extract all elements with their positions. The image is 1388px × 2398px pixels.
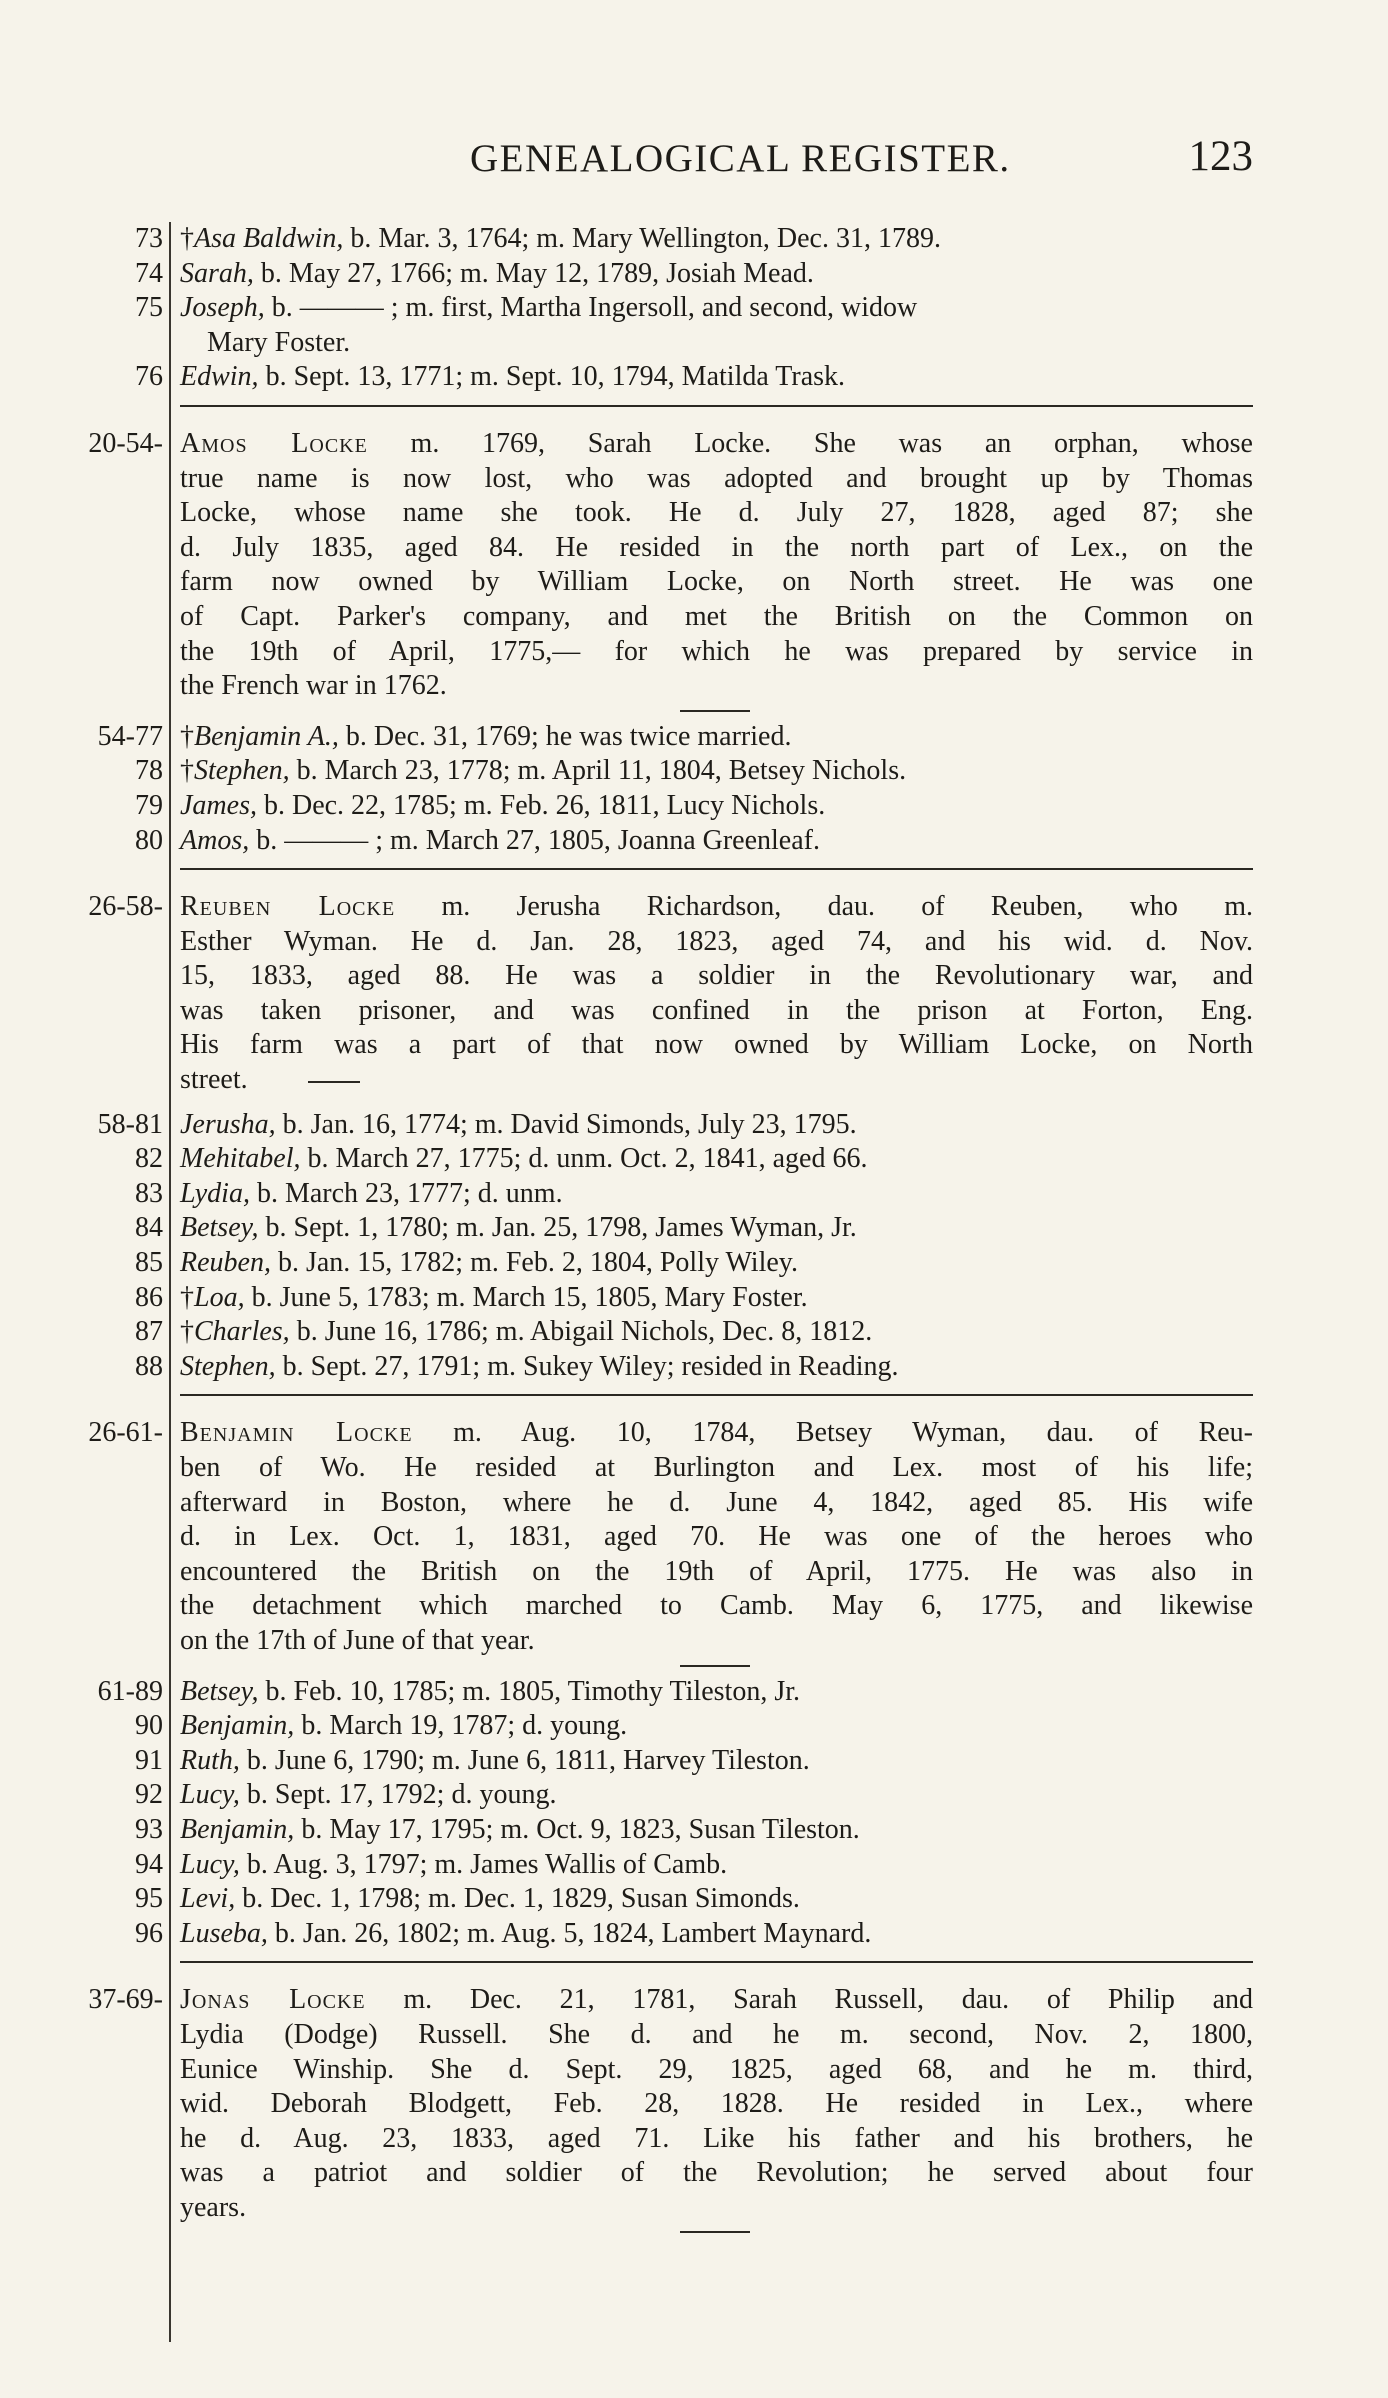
paragraph-line: [0, 2087, 1388, 2122]
paragraph-line: [0, 1520, 1388, 1555]
child-details: b. June 6, 1790; m. June 6, 1811, Harvey Tileston.: [239, 1744, 810, 1776]
entry-number: 85: [135, 1247, 163, 1279]
paragraph-text: [180, 1063, 1253, 1098]
entry-text: [180, 1709, 627, 1744]
paragraph-line: [0, 427, 1388, 462]
paragraph-line: [0, 1555, 1388, 1590]
text-line: true name is now lost, who was adopted and brought up by Thomas: [180, 462, 1253, 494]
entry-number: 78: [135, 755, 163, 787]
entry-text: [180, 1211, 857, 1246]
paragraph-text: [180, 565, 1253, 600]
head-of-family: Benjamin Locke: [180, 1417, 413, 1449]
child-name: Amos,: [180, 824, 250, 856]
entry-text: [207, 326, 350, 361]
child-details: b. Dec. 1, 1798; m. Dec. 1, 1829, Susan Simonds.: [235, 1883, 800, 1915]
paragraph-line: [0, 994, 1388, 1029]
child-details: b. Jan. 15, 1782; m. Feb. 2, 1804, Polly Wiley.: [270, 1247, 798, 1279]
paragraph-text: [180, 1624, 1253, 1659]
entry-text: [180, 754, 906, 789]
child-details: b. Sept. 13, 1771; m. Sept. 10, 1794, Matilda Trask.: [258, 361, 846, 393]
entry-number: 73: [135, 223, 163, 254]
child-name: Benjamin A.,: [194, 720, 339, 752]
child-name: Sarah,: [180, 257, 254, 289]
short-divider: [0, 2225, 1388, 2241]
family-ref: 26-58-: [88, 891, 163, 923]
text-line: Lydia (Dodge) Russell. She d. and he m. second, Nov. 2, 1800,: [180, 2018, 1253, 2050]
paragraph-text: [180, 925, 1253, 960]
entry-text: [180, 1675, 800, 1710]
entry-text: [180, 1177, 563, 1212]
paragraph-line: [0, 565, 1388, 600]
paragraph-text: [180, 669, 1253, 704]
section-divider: [0, 1951, 1388, 1973]
paragraph-line: [0, 496, 1388, 531]
child-entry: [0, 222, 1388, 257]
paragraph-text: [180, 635, 1253, 670]
paragraph-line: [0, 1063, 1388, 1098]
child-name: Luseba,: [180, 1917, 268, 1949]
paragraph-line: [0, 925, 1388, 960]
paragraph-line: [0, 1486, 1388, 1521]
dagger-mark: †: [180, 755, 194, 787]
child-name: Benjamin,: [180, 1710, 295, 1742]
paragraph-line: [0, 1028, 1388, 1063]
child-entry: [0, 1709, 1388, 1744]
entry-number: 74: [135, 257, 163, 289]
entry-text: [180, 1246, 798, 1281]
entry-text: [180, 824, 820, 859]
child-details: b. Aug. 3, 1797; m. James Wallis of Camb.: [239, 1848, 728, 1880]
child-details: b. ——— ; m. March 27, 1805, Joanna Greenleaf.: [249, 824, 820, 856]
entry-number: 79: [135, 789, 163, 821]
child-entry: [0, 1142, 1388, 1177]
text-line: d. July 1835, aged 84. He resided in the north part of Lex., on the: [180, 531, 1253, 563]
paragraph-text: [180, 2087, 1253, 2122]
paragraph-line: [0, 669, 1388, 704]
entry-text: [180, 291, 917, 326]
entry-text: [180, 360, 845, 395]
child-details: b. March 27, 1775; d. unm. Oct. 2, 1841, aged 66.: [300, 1143, 868, 1175]
paragraph-text: [180, 1589, 1253, 1624]
child-name: Asa Baldwin,: [194, 223, 344, 254]
short-divider: [0, 1659, 1388, 1675]
child-entry: [0, 326, 1388, 361]
child-name: Edwin,: [180, 361, 259, 393]
entry-number: 58-81: [97, 1108, 163, 1140]
entry-number: 92: [135, 1779, 163, 1811]
text-line: was a patriot and soldier of the Revolution; he served about four: [180, 2157, 1253, 2189]
paragraph-text: [180, 1028, 1253, 1063]
paragraph-line: [0, 1983, 1388, 2018]
child-details: b. ——— ; m. first, Martha Ingersoll, and second, widow: [264, 292, 918, 324]
paragraph-text: [180, 1416, 1253, 1451]
child-entry: [0, 1917, 1388, 1952]
paragraph-line: [0, 890, 1388, 925]
paragraph-line: [0, 2191, 1388, 2226]
entry-number: 76: [135, 361, 163, 393]
entry-number: 94: [135, 1848, 163, 1880]
child-entry: [0, 789, 1388, 824]
child-entry: [0, 1246, 1388, 1281]
child-details: b. Mar. 3, 1764; m. Mary Wellington, Dec. 31, 1789.: [343, 223, 941, 254]
paragraph-text: [180, 496, 1253, 531]
entry-text: [180, 1778, 556, 1813]
text-line: Locke, whose name she took. He d. July 27, 1828, aged 87; she: [180, 497, 1253, 529]
child-entry: [0, 1882, 1388, 1917]
paragraph-text: [180, 2018, 1253, 2053]
entry-text: [180, 1350, 899, 1385]
paragraph-text: [180, 531, 1253, 566]
child-details: b. March 23, 1777; d. unm.: [249, 1177, 563, 1209]
text-line: the French war in 1762.: [180, 670, 447, 702]
child-name: Betsey,: [180, 1212, 259, 1244]
child-details: b. Sept. 1, 1780; m. Jan. 25, 1798, James Wyman, Jr.: [258, 1212, 857, 1244]
child-details: b. Dec. 31, 1769; he was twice married.: [338, 720, 792, 752]
child-entry: [0, 1350, 1388, 1385]
text-line: on the 17th of June of that year.: [180, 1624, 535, 1656]
dagger-mark: †: [180, 223, 194, 254]
child-entry: [0, 257, 1388, 292]
text-line: d. in Lex. Oct. 1, 1831, aged 70. He was one of the heroes who: [180, 1521, 1253, 1553]
entry-text: [180, 789, 825, 824]
dagger-mark: †: [180, 720, 194, 752]
child-name: Stephen,: [194, 755, 290, 787]
entry-number: 93: [135, 1813, 163, 1845]
paragraph-text: [180, 1451, 1253, 1486]
spacer: [0, 1973, 1388, 1983]
paragraph-line: [0, 531, 1388, 566]
text-line: m. Dec. 21, 1781, Sarah Russell, dau. of Philip and: [365, 1984, 1253, 2016]
paragraph-line: [0, 635, 1388, 670]
entry-number: 75: [135, 292, 163, 324]
child-name: Mehitabel,: [180, 1143, 301, 1175]
spacer: [0, 880, 1388, 890]
child-entry: [0, 1108, 1388, 1143]
entry-number: 88: [135, 1350, 163, 1382]
child-entry: [0, 360, 1388, 395]
section-divider: [0, 858, 1388, 880]
child-details: b. Sept. 17, 1792; d. young.: [239, 1779, 557, 1811]
entry-number: 83: [135, 1177, 163, 1209]
child-name: Jerusha,: [180, 1108, 276, 1140]
entry-number: 82: [135, 1143, 163, 1175]
child-entry: [0, 291, 1388, 326]
entry-text: [180, 720, 791, 755]
paragraph-line: [0, 959, 1388, 994]
entry-text: [180, 1315, 872, 1350]
child-entry: [0, 720, 1388, 755]
child-name: Lydia,: [180, 1177, 250, 1209]
child-name: Ruth,: [180, 1744, 240, 1776]
child-name: Benjamin,: [180, 1813, 295, 1845]
paragraph-line: [0, 1624, 1388, 1659]
text-line: Esther Wyman. He d. Jan. 28, 1823, aged 74, and his wid. d. Nov.: [180, 925, 1253, 957]
entry-number: 87: [135, 1316, 163, 1348]
text-line: encountered the British on the 19th of April, 1775. He was also in: [180, 1555, 1253, 1587]
child-details: b. Jan. 16, 1774; m. David Simonds, July 23, 1795.: [275, 1108, 857, 1140]
paragraph-text: [180, 462, 1253, 497]
child-entry: [0, 1675, 1388, 1710]
child-name: Reuben,: [180, 1247, 271, 1279]
child-entry: [0, 1778, 1388, 1813]
child-details: Mary Foster.: [207, 326, 351, 358]
spacer: [0, 1406, 1388, 1416]
paragraph-text: [180, 600, 1253, 635]
entry-number: 90: [135, 1710, 163, 1742]
entry-text: [180, 1744, 810, 1779]
section-divider: [0, 395, 1388, 417]
child-entry: [0, 1281, 1388, 1316]
child-name: Joseph,: [180, 292, 265, 324]
entry-text: [180, 222, 941, 257]
child-details: b. June 5, 1783; m. March 15, 1805, Mary Foster.: [244, 1281, 808, 1313]
paragraph-text: [180, 2122, 1253, 2157]
text-line: wid. Deborah Blodgett, Feb. 28, 1828. He resided in Lex., where: [180, 2088, 1253, 2120]
entry-text: [180, 1848, 727, 1883]
entry-text: [180, 257, 814, 292]
paragraph-text: [180, 890, 1253, 925]
entry-number: 86: [135, 1281, 163, 1313]
child-name: Loa,: [194, 1281, 245, 1313]
paragraph-text: [180, 1520, 1253, 1555]
text-line: His farm was a part of that now owned by William Locke, on North: [180, 1029, 1253, 1061]
child-details: b. Dec. 22, 1785; m. Feb. 26, 1811, Lucy Nichols.: [256, 789, 826, 821]
child-details: b. March 23, 1778; m. April 11, 1804, Betsey Nichols.: [289, 755, 907, 787]
entry-text: [180, 1281, 808, 1316]
entry-text: [180, 1142, 867, 1177]
entry-number: 61-89: [97, 1675, 163, 1707]
text-line: afterward in Boston, where he d. June 4, 1842, aged 85. His wife: [180, 1486, 1253, 1518]
text-line: farm now owned by William Locke, on North street. He was one: [180, 566, 1253, 598]
paragraph-text: [180, 1983, 1253, 2018]
child-entry: [0, 824, 1388, 859]
child-details: b. Jan. 26, 1802; m. Aug. 5, 1824, Lambert Maynard.: [267, 1917, 872, 1949]
paragraph-line: [0, 2122, 1388, 2157]
spacer: [0, 417, 1388, 427]
child-entry: [0, 1177, 1388, 1212]
entry-number: 91: [135, 1744, 163, 1776]
paragraph-line: [0, 462, 1388, 497]
entry-number: 80: [135, 824, 163, 856]
entry-number: 95: [135, 1883, 163, 1915]
head-of-family: Jonas Locke: [180, 1984, 366, 2016]
text-line: m. 1769, Sarah Locke. She was an orphan, whose: [367, 427, 1253, 459]
child-entry: [0, 754, 1388, 789]
entry-text: [180, 1917, 871, 1952]
child-name: Betsey,: [180, 1675, 259, 1707]
head-of-family: Amos Locke: [180, 427, 368, 459]
child-entry: [0, 1813, 1388, 1848]
paragraph-text: [180, 994, 1253, 1029]
paragraph-line: [0, 2018, 1388, 2053]
paragraph-line: [0, 600, 1388, 635]
text-line: he d. Aug. 23, 1833, aged 71. Like his father and his brothers, he: [180, 2122, 1253, 2154]
family-ref: 20-54-: [88, 427, 163, 459]
entry-text: [180, 1882, 800, 1917]
paragraph-text: [180, 959, 1253, 994]
text-line: was taken prisoner, and was confined in the prison at Forton, Eng.: [180, 994, 1253, 1026]
register-content: [0, 222, 1388, 2241]
page-header: [0, 133, 1388, 186]
child-details: b. June 16, 1786; m. Abigail Nichols, Dec. 8, 1812.: [289, 1316, 873, 1348]
section-divider: [0, 1384, 1388, 1406]
dagger-mark: †: [180, 1281, 194, 1313]
running-head: GENEALOGICAL REGISTER.: [470, 137, 1011, 180]
text-line: m. Aug. 10, 1784, Betsey Wyman, dau. of Reu-: [412, 1417, 1253, 1449]
entry-number: 96: [135, 1917, 163, 1949]
text-line: years.: [180, 2191, 247, 2223]
child-details: b. March 19, 1787; d. young.: [294, 1710, 628, 1742]
child-name: Stephen,: [180, 1350, 276, 1382]
family-ref: 37-69-: [88, 1984, 163, 2016]
short-rule: [308, 1081, 360, 1083]
child-entry: [0, 1315, 1388, 1350]
dagger-mark: †: [180, 1316, 194, 1348]
text-line: 15, 1833, aged 88. He was a soldier in the Revolutionary war, and: [180, 960, 1253, 992]
paragraph-line: [0, 2053, 1388, 2088]
text-line: street.: [180, 1064, 248, 1096]
entry-text: [180, 1108, 857, 1143]
paragraph-text: [180, 2191, 1253, 2226]
page-number: 123: [1188, 133, 1253, 180]
entry-text: [180, 1813, 860, 1848]
paragraph-line: [0, 2156, 1388, 2191]
paragraph-text: [180, 1555, 1253, 1590]
short-divider: [0, 704, 1388, 720]
paragraph-line: [0, 1589, 1388, 1624]
child-entry: [0, 1211, 1388, 1246]
paragraph-line: [0, 1451, 1388, 1486]
text-line: of Capt. Parker's company, and met the British on the Common on: [180, 600, 1253, 632]
head-of-family: Reuben Locke: [180, 891, 396, 923]
spacer: [0, 1098, 1388, 1108]
paragraph-text: [180, 1486, 1253, 1521]
child-details: b. May 27, 1766; m. May 12, 1789, Josiah Mead.: [253, 257, 814, 289]
text-line: the detachment which marched to Camb. May 6, 1775, and likewise: [180, 1590, 1253, 1622]
text-line: the 19th of April, 1775,— for which he was prepared by service in: [180, 635, 1253, 667]
text-line: Eunice Winship. She d. Sept. 29, 1825, aged 68, and he m. third,: [180, 2053, 1253, 2085]
child-details: b. May 17, 1795; m. Oct. 9, 1823, Susan Tileston.: [294, 1813, 860, 1845]
child-name: James,: [180, 789, 257, 821]
family-ref: 26-61-: [88, 1417, 163, 1449]
entry-number: 54-77: [97, 720, 163, 752]
paragraph-line: [0, 1416, 1388, 1451]
paragraph-text: [180, 2156, 1253, 2191]
child-details: b. Sept. 27, 1791; m. Sukey Wiley; resided in Reading.: [275, 1350, 899, 1382]
paragraph-text: [180, 427, 1253, 462]
child-entry: [0, 1744, 1388, 1779]
paragraph-text: [180, 2053, 1253, 2088]
child-name: Charles,: [194, 1316, 290, 1348]
child-name: Levi,: [180, 1883, 236, 1915]
text-line: ben of Wo. He resided at Burlington and Lex. most of his life;: [180, 1452, 1253, 1483]
child-name: Lucy,: [180, 1779, 240, 1811]
child-details: b. Feb. 10, 1785; m. 1805, Timothy Tileston, Jr.: [258, 1675, 800, 1707]
text-line: m. Jerusha Richardson, dau. of Reuben, who m.: [395, 891, 1253, 923]
entry-number: 84: [135, 1212, 163, 1244]
child-entry: [0, 1848, 1388, 1883]
child-name: Lucy,: [180, 1848, 240, 1880]
